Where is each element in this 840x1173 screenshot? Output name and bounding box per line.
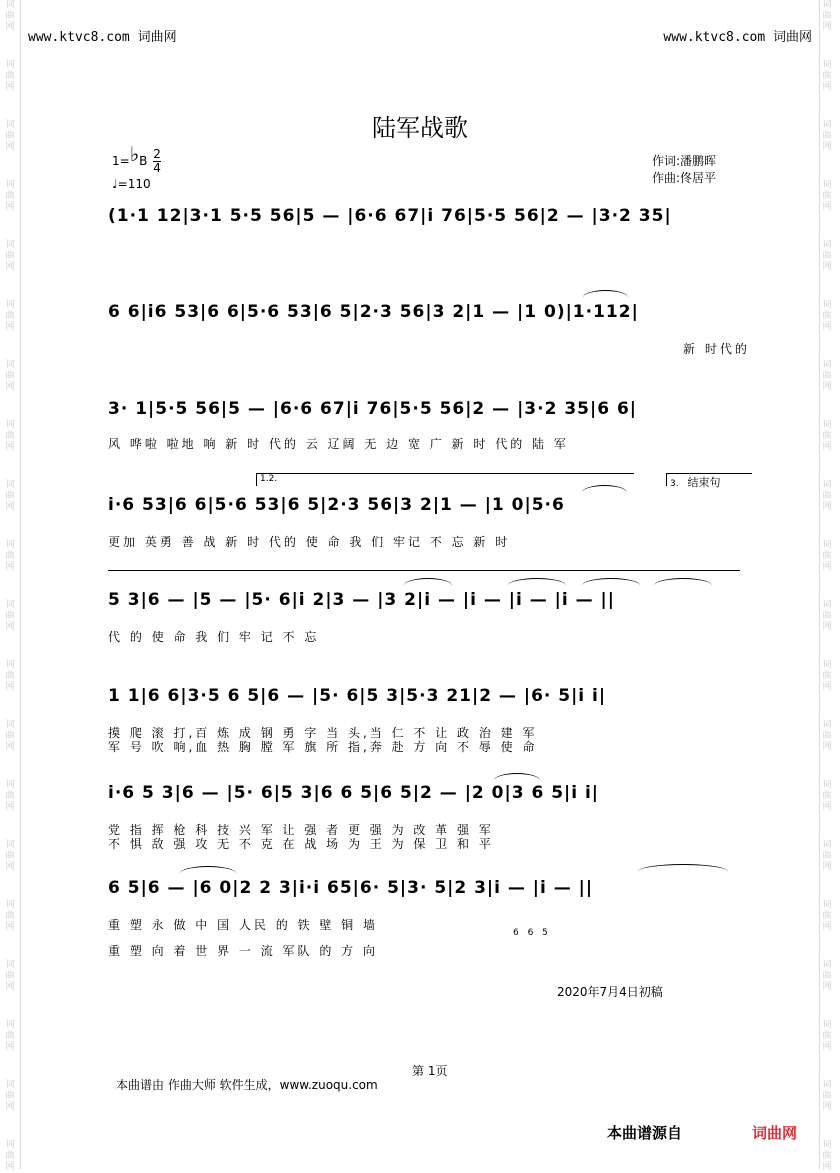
time-signature <box>153 148 161 175</box>
volta-third-number: 3. <box>670 479 679 489</box>
watermark-text: 词 曲 网 <box>5 120 15 152</box>
lyrics-row-3: 风 哗啦 啦地 响 新 时 代的 云 辽阔 无 边 宽 广 新 时 代的 陆 军 <box>108 437 569 451</box>
watermark-text: 词 曲 网 <box>822 420 832 452</box>
left-margin-strip <box>0 0 21 1169</box>
watermark-text: 词 曲 网 <box>822 900 832 932</box>
watermark-text: 词 曲 网 <box>5 360 15 392</box>
watermark-text: 词 曲 网 <box>822 540 832 572</box>
lyrics-row-5: 代 的 使 命 我 们 牢 记 不 忘 <box>108 630 320 644</box>
lyrics-row-8-verse-2: 重 塑 向 着 世 界 一 流 军队 的 方 向 <box>108 944 378 958</box>
watermark-text: 词 曲 网 <box>822 60 832 92</box>
notes-row-8: 6 5|6 — |6 0|2 2 3|i·i 65|6· 5|3· 5|2 3|i — |i — || <box>108 878 594 898</box>
watermark-text: 词 曲 网 <box>5 960 15 992</box>
watermark-text: 词 曲 网 <box>822 1080 832 1112</box>
watermark-text: 词 曲 网 <box>822 1140 832 1172</box>
key-note: B <box>139 154 148 168</box>
watermark-text: 词 曲 网 <box>5 600 15 632</box>
lyrics-row-4: 更加 英勇 善 战 新 时 代的 使 命 我 们 牢记 不 忘 新 时 <box>108 535 511 549</box>
watermark-text: 词 曲 网 <box>5 1080 15 1112</box>
watermark-text: 词 曲 网 <box>822 660 832 692</box>
watermark-text: 词 曲 网 <box>822 480 832 512</box>
watermark-text: 词 曲 网 <box>5 1020 15 1052</box>
right-margin-strip <box>819 0 840 1169</box>
watermark-text: 词 曲 网 <box>5 1140 15 1172</box>
watermark-text: 词 曲 网 <box>822 360 832 392</box>
time-top: 2 <box>153 147 161 161</box>
notes-row-2: 6 6|i6 53|6 6|5·6 53|6 5|2·3 56|3 2|1 — |1 0)|1·112| <box>108 302 639 322</box>
source-label: 本曲谱源自 <box>607 1124 683 1142</box>
notes-row-3: 3· 1|5·5 56|5 — |6·6 67|i 76|5·5 56|2 — |3·2 35|6 6| <box>108 399 637 419</box>
tempo-mark: ♩=110 <box>112 177 151 191</box>
volta-first-ending: 1.2. <box>256 473 634 486</box>
page-number: 第 1页 <box>412 1064 448 1078</box>
watermark-text: 词 曲 网 <box>5 540 15 572</box>
lyrics-row-7-verse-1: 党 指 挥 枪 科 技 兴 军 让 强 者 更 强 为 改 革 强 军 <box>108 823 494 837</box>
watermark-text: 词 曲 网 <box>5 180 15 212</box>
draft-date: 2020年7月4日初稿 <box>557 985 663 999</box>
composer: 作曲:佟居平 <box>652 171 717 185</box>
notes-row-4: i·6 53|6 6|5·6 53|6 5|2·3 56|3 2|1 — |1 0|5·6 <box>108 495 565 515</box>
lyricist: 作词:潘鹏晖 <box>652 154 717 168</box>
lyrics-row-8-verse-1: 重 塑 永 做 中 国 人民 的 铁 壁 铜 墙 <box>108 918 378 932</box>
watermark-text: 词 曲 网 <box>822 780 832 812</box>
watermark-text: 词 曲 网 <box>822 180 832 212</box>
small-notes: 6 6 5 <box>513 928 551 938</box>
watermark-text: 词 曲 网 <box>5 840 15 872</box>
lyrics-row-6-verse-1: 摸 爬 滚 打,百 炼 成 钢 勇 字 当 头,当 仁 不 让 政 治 建 军 <box>108 726 538 740</box>
watermark-text: 词 曲 网 <box>5 60 15 92</box>
watermark-text: 词 曲 网 <box>5 420 15 452</box>
watermark-text: 词 曲 网 <box>5 780 15 812</box>
lyrics-row-6-verse-2: 军 号 吹 响,血 热 胸 膛 军 旗 所 指,奔 赴 方 向 不 辱 使 命 <box>108 740 538 754</box>
watermark-text: 词 曲 网 <box>5 720 15 752</box>
watermark-text: 词 曲 网 <box>822 240 832 272</box>
site-header-right[interactable]: www.ktvc8.com 词曲网 <box>663 30 812 45</box>
volta-line <box>108 570 740 571</box>
time-bottom: 4 <box>153 161 161 175</box>
song-title: 陆军战歌 <box>372 114 468 142</box>
key-tonic: 1= <box>112 154 130 168</box>
notes-row-1: (1·1 12|3·1 5·5 56|5 — |6·6 67|i 76|5·5 56|2 — |3·2 35| <box>108 206 672 226</box>
tie-slur <box>583 290 628 305</box>
notes-row-6: 1 1|6 6|3·5 6 5|6 — |5· 6|5 3|5·3 21|2 — |6· 5|i i| <box>108 686 607 706</box>
flat-symbol: ♭ <box>129 142 140 166</box>
lyrics-row-7-verse-2: 不 惧 敌 强 攻 无 不 克 在 战 场 为 王 为 保 卫 和 平 <box>108 837 494 851</box>
watermark-text: 词 曲 网 <box>822 960 832 992</box>
lyrics-row-2: 新 时代的 <box>683 342 750 356</box>
watermark-text: 词 曲 网 <box>5 240 15 272</box>
watermark-text: 词 曲 网 <box>5 900 15 932</box>
watermark-text: 词 曲 网 <box>5 0 15 32</box>
watermark-text: 词 曲 网 <box>5 660 15 692</box>
watermark-text: 词 曲 网 <box>822 300 832 332</box>
watermark-text: 词 曲 网 <box>822 1020 832 1052</box>
watermark-text: 词 曲 网 <box>5 480 15 512</box>
generator-note: 本曲谱由 作曲大师 软件生成，www.zuoqu.com <box>116 1078 378 1092</box>
key-signature <box>112 142 161 191</box>
source-brand-logo[interactable]: 词曲网 <box>752 1124 798 1142</box>
notes-row-7: i·6 5 3|6 — |5· 6|5 3|6 6 5|6 5|2 — |2 0|3 6 5|i i| <box>108 783 600 803</box>
watermark-text: 词 曲 网 <box>822 120 832 152</box>
watermark-text: 词 曲 网 <box>5 300 15 332</box>
site-header-left[interactable]: www.ktvc8.com 词曲网 <box>28 30 177 45</box>
watermark-text: 词 曲 网 <box>822 0 832 32</box>
watermark-text: 词 曲 网 <box>822 720 832 752</box>
watermark-text: 词 曲 网 <box>822 600 832 632</box>
credits <box>652 153 716 187</box>
ending-label: 结束句 <box>687 476 721 489</box>
volta-third-ending <box>666 473 752 489</box>
watermark-text: 词 曲 网 <box>822 840 832 872</box>
notes-row-5: 5 3|6 — |5 — |5· 6|i 2|3 — |3 2|i — |i — |i — |i — || <box>108 590 615 610</box>
